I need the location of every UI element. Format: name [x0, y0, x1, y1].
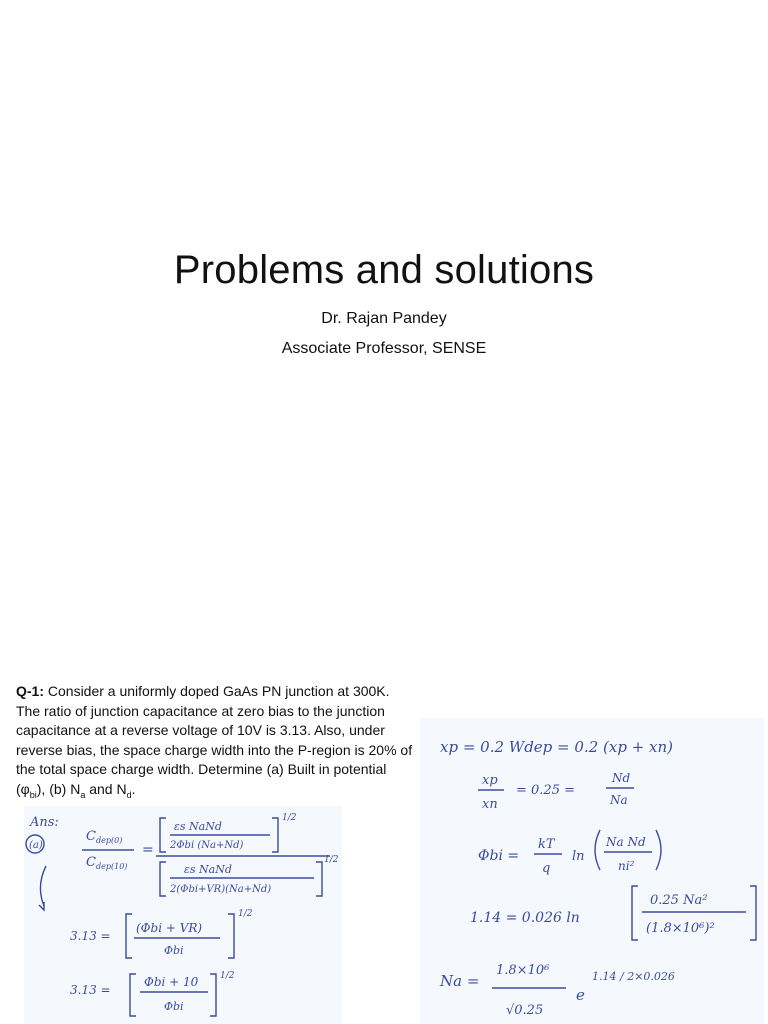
nd-subscript: d [126, 789, 132, 800]
svg-text:ln: ln [572, 849, 585, 864]
svg-text:=: = [142, 842, 154, 858]
question-mid: ), (b) N [36, 780, 81, 797]
svg-text:dep(10): dep(10) [96, 862, 128, 871]
question-label: Q-1: [16, 683, 44, 699]
svg-text:1/2: 1/2 [324, 855, 339, 865]
cdep10-text: C [86, 855, 96, 870]
svg-text:εs NaNd: εs NaNd [184, 863, 232, 876]
svg-text:1/2: 1/2 [220, 971, 235, 981]
part-label: (a) [29, 840, 43, 851]
svg-text:xn: xn [482, 797, 498, 812]
bracket-mark [40, 866, 46, 906]
question-and: and N [85, 780, 127, 797]
svg-text:e: e [576, 986, 585, 1004]
svg-text:dep(0): dep(0) [96, 836, 123, 845]
svg-text:Φbi: Φbi [164, 1000, 184, 1013]
svg-text:xp: xp [482, 773, 498, 788]
handwritten-notes-right [420, 718, 764, 1024]
phi-subscript: bi [29, 789, 37, 800]
question-text [16, 682, 416, 805]
svg-text:√0.25: √0.25 [506, 1003, 544, 1018]
cdep0-text: C [86, 829, 96, 844]
svg-text:1/2: 1/2 [238, 909, 253, 919]
svg-text:1.8×10⁶: 1.8×10⁶ [496, 963, 550, 978]
svg-text:Φbi + 10: Φbi + 10 [144, 975, 199, 989]
svg-text:q: q [542, 861, 551, 876]
svg-text:(Φbi + VR): (Φbi + VR) [136, 921, 203, 935]
author-affiliation: Associate Professor, SENSE [281, 340, 487, 357]
handwritten-notes-left [24, 806, 342, 1024]
svg-text:(1.8×10⁶)²: (1.8×10⁶)² [646, 921, 715, 936]
svg-text:1.14 = 0.026 ln: 1.14 = 0.026 ln [470, 910, 580, 926]
author-name: Dr. Rajan Pandey [321, 310, 447, 327]
svg-text:εs NaNd: εs NaNd [174, 820, 222, 833]
question-body: Consider a uniformly doped GaAs PN junction at 300K. The ratio of junction capacitance at zero bias to the junction capacitance at a reverse voltage of 10V is 3.13. Also, under reverse bias, the space charge width into the P-region is 20% of the total space charge width. Determine (a) Built in potential ( [16, 683, 413, 797]
problem-slide [0, 512, 768, 1024]
slide-title: Problems and solutions [173, 248, 595, 292]
svg-text:1.14 / 2×0.026: 1.14 / 2×0.026 [592, 970, 675, 983]
svg-text:ni²: ni² [618, 859, 635, 873]
svg-text:Na =: Na = [440, 972, 480, 990]
svg-text:1/2: 1/2 [282, 813, 297, 823]
question-end: . [131, 780, 136, 797]
svg-text:0.25 Na²: 0.25 Na² [650, 893, 708, 908]
svg-text:Na: Na [610, 793, 628, 807]
svg-text:2Φbi (Na+Nd): 2Φbi (Na+Nd) [170, 840, 244, 851]
ans-label: Ans: [30, 815, 59, 830]
svg-text:Φbi =: Φbi = [478, 848, 520, 864]
phi-symbol: φ [20, 780, 30, 797]
svg-text:Φbi: Φbi [164, 944, 184, 957]
xp-equation: xp = 0.2 Wdep = 0.2 (xp + xn) [440, 738, 674, 756]
svg-text:kT: kT [538, 837, 555, 852]
svg-text:3.13 =: 3.13 = [70, 929, 111, 943]
svg-text:= 0.25 =: = 0.25 = [516, 783, 575, 798]
svg-text:3.13 =: 3.13 = [70, 983, 111, 997]
svg-text:Na Nd: Na Nd [606, 835, 646, 849]
svg-text:Nd: Nd [612, 771, 631, 785]
na-subscript: a [80, 789, 86, 800]
svg-text:2(Φbi+VR)(Na+Nd): 2(Φbi+VR)(Na+Nd) [170, 884, 272, 895]
